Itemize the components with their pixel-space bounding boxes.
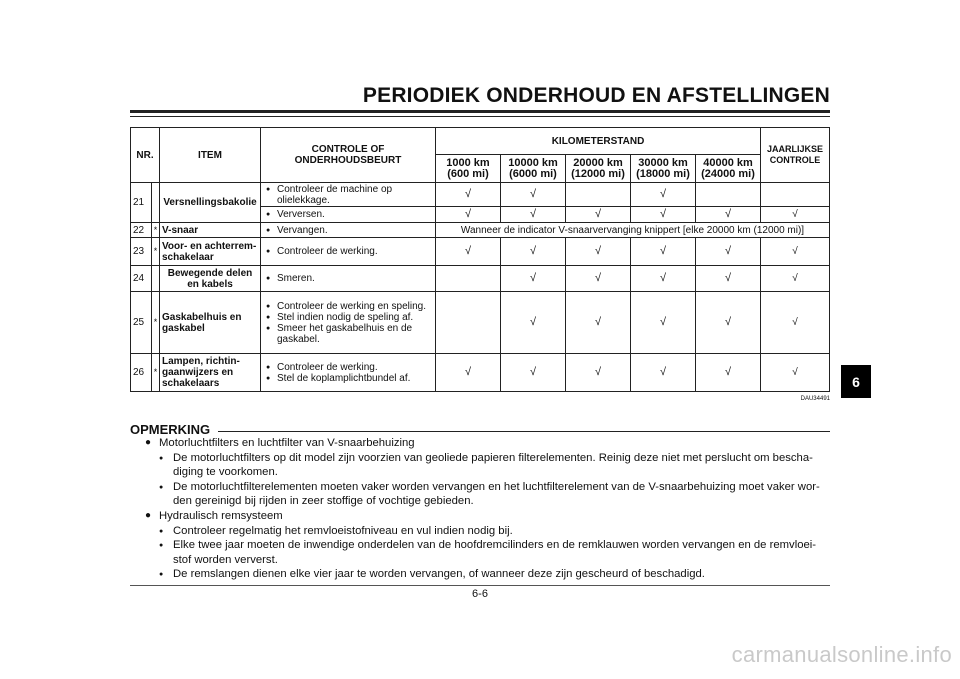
control-text: ● Stel de koplamplichtbundel af. — [277, 373, 433, 384]
page-number: 6-6 — [472, 588, 488, 600]
note-subbullet: ● De motorluchtfilterelementen moeten vaker worden vervangen en het luchtfilterelement van de V-snaarbehuizing moet vaker wor-den gereinigd bij rijden in zeer stoffige of vochtige gebieden. — [145, 480, 830, 509]
table-row — [131, 292, 830, 354]
check-mark: √ — [436, 207, 501, 223]
maintenance-table — [130, 127, 830, 392]
control-text: ● Verversen. — [277, 209, 433, 220]
table-row — [131, 238, 830, 266]
row-item: Bewegende delen en kabels — [160, 266, 261, 292]
header-nr: NR. — [131, 128, 160, 183]
vbelt-interval-text: Wanneer de indicator V-snaarvervanging knippert [elke 20000 km (12000 mi)] — [436, 223, 830, 238]
row-star — [152, 266, 160, 292]
row-star: * — [152, 354, 160, 392]
header-km-3: 20000 km (12000 mi) — [566, 155, 631, 183]
row-star: * — [152, 238, 160, 266]
row-item: Gaskabelhuis en gaskabel — [160, 292, 261, 354]
document-code: DAU34491 — [800, 396, 830, 402]
row-star — [152, 183, 160, 223]
check-mark: √ — [566, 354, 631, 392]
header-control: CONTROLE OF ONDERHOUDSBEURT — [261, 128, 436, 183]
note-bullet: ● Hydraulisch remsysteem — [145, 509, 830, 524]
row-number: 26 — [131, 354, 152, 392]
watermark: carmanualsonline.info — [731, 642, 952, 667]
check-mark: √ — [631, 238, 696, 266]
check-mark: √ — [761, 354, 830, 392]
row-number: 24 — [131, 266, 152, 292]
check-mark: √ — [501, 183, 566, 207]
header-km-2: 10000 km (6000 mi) — [501, 155, 566, 183]
check-mark: √ — [501, 207, 566, 223]
table-row — [131, 354, 830, 392]
control-text: ● Controleer de machine op olielekkage. — [277, 184, 433, 206]
note-rule — [218, 431, 830, 432]
header-km-1: 1000 km (600 mi) — [436, 155, 501, 183]
check-mark: √ — [501, 266, 566, 292]
header-km-group: KILOMETERSTAND — [436, 128, 761, 155]
check-mark: √ — [631, 207, 696, 223]
note-subbullet: ● De motorluchtfilters op dit model zijn voorzien van geoliede papieren filterelementen. Reinig deze niet met perslucht om bescha-diging te voorkomen. — [145, 451, 830, 480]
control-text: ● Controleer de werking en speling. — [277, 301, 433, 312]
row-star: * — [152, 223, 160, 238]
table-row — [131, 266, 830, 292]
header-item: ITEM — [160, 128, 261, 183]
title-rule-thin — [130, 116, 830, 117]
check-mark: √ — [501, 292, 566, 354]
check-mark: √ — [631, 292, 696, 354]
control-text: ● Stel indien nodig de speling af. — [277, 312, 433, 323]
row-number: 23 — [131, 238, 152, 266]
check-mark: √ — [761, 207, 830, 223]
title-rule — [130, 110, 830, 113]
note-subbullet: ● Controleer regelmatig het remvloeistofniveau en vul indien nodig bij. — [145, 524, 830, 539]
header-km-4: 30000 km (18000 mi) — [631, 155, 696, 183]
check-mark: √ — [761, 238, 830, 266]
control-text: ● Controleer de werking. — [277, 362, 433, 373]
row-number: 21 — [131, 183, 152, 223]
note-heading: OPMERKING — [130, 422, 211, 437]
row-number: 25 — [131, 292, 152, 354]
check-mark: √ — [696, 238, 761, 266]
check-mark: √ — [631, 183, 696, 207]
note-subbullet: ● De remslangen dienen elke vier jaar te worden vervangen, of wanneer deze zijn gescheurd of beschadigd. — [145, 567, 830, 582]
note-body — [145, 436, 830, 582]
control-text: ● Smeer het gaskabelhuis en de gaskabel. — [277, 323, 433, 345]
check-mark: √ — [761, 292, 830, 354]
header-km-5: 40000 km (24000 mi) — [696, 155, 761, 183]
control-text: ● Vervangen. — [277, 225, 433, 236]
row-item: Voor- en achterrem-schakelaar — [160, 238, 261, 266]
check-mark: √ — [761, 266, 830, 292]
row-item: Lampen, richtin-gaanwijzers en schakelaars — [160, 354, 261, 392]
row-number: 22 — [131, 223, 152, 238]
control-text: ● Smeren. — [277, 273, 433, 284]
check-mark: √ — [436, 354, 501, 392]
check-mark: √ — [436, 238, 501, 266]
check-mark: √ — [566, 292, 631, 354]
header-yearly: JAARLIJKSE CONTROLE — [761, 128, 830, 183]
check-mark: √ — [566, 238, 631, 266]
row-item: V-snaar — [160, 223, 261, 238]
check-mark: √ — [696, 354, 761, 392]
check-mark: √ — [696, 266, 761, 292]
check-mark: √ — [436, 183, 501, 207]
chapter-tab[interactable]: 6 — [841, 365, 871, 398]
check-mark: √ — [566, 266, 631, 292]
check-mark: √ — [631, 266, 696, 292]
check-mark: √ — [501, 354, 566, 392]
note-bullet: ● Motorluchtfilters en luchtfilter van V-snaarbehuizing — [145, 436, 830, 451]
check-mark: √ — [696, 292, 761, 354]
table-row — [131, 223, 830, 238]
row-item: Versnellingsbakolie — [160, 183, 261, 223]
check-mark: √ — [696, 207, 761, 223]
page-title: PERIODIEK ONDERHOUD EN AFSTELLINGEN — [362, 84, 830, 107]
table-row — [131, 183, 830, 207]
row-star: * — [152, 292, 160, 354]
note-subbullet: ● Elke twee jaar moeten de inwendige onderdelen van de hoofdremcilinders en de remklauwen worden vervangen en de remvloei-stof worden ververst. — [145, 538, 830, 567]
check-mark: √ — [566, 207, 631, 223]
check-mark: √ — [631, 354, 696, 392]
footer-rule — [130, 585, 830, 586]
check-mark: √ — [501, 238, 566, 266]
control-text: ● Controleer de werking. — [277, 246, 433, 257]
